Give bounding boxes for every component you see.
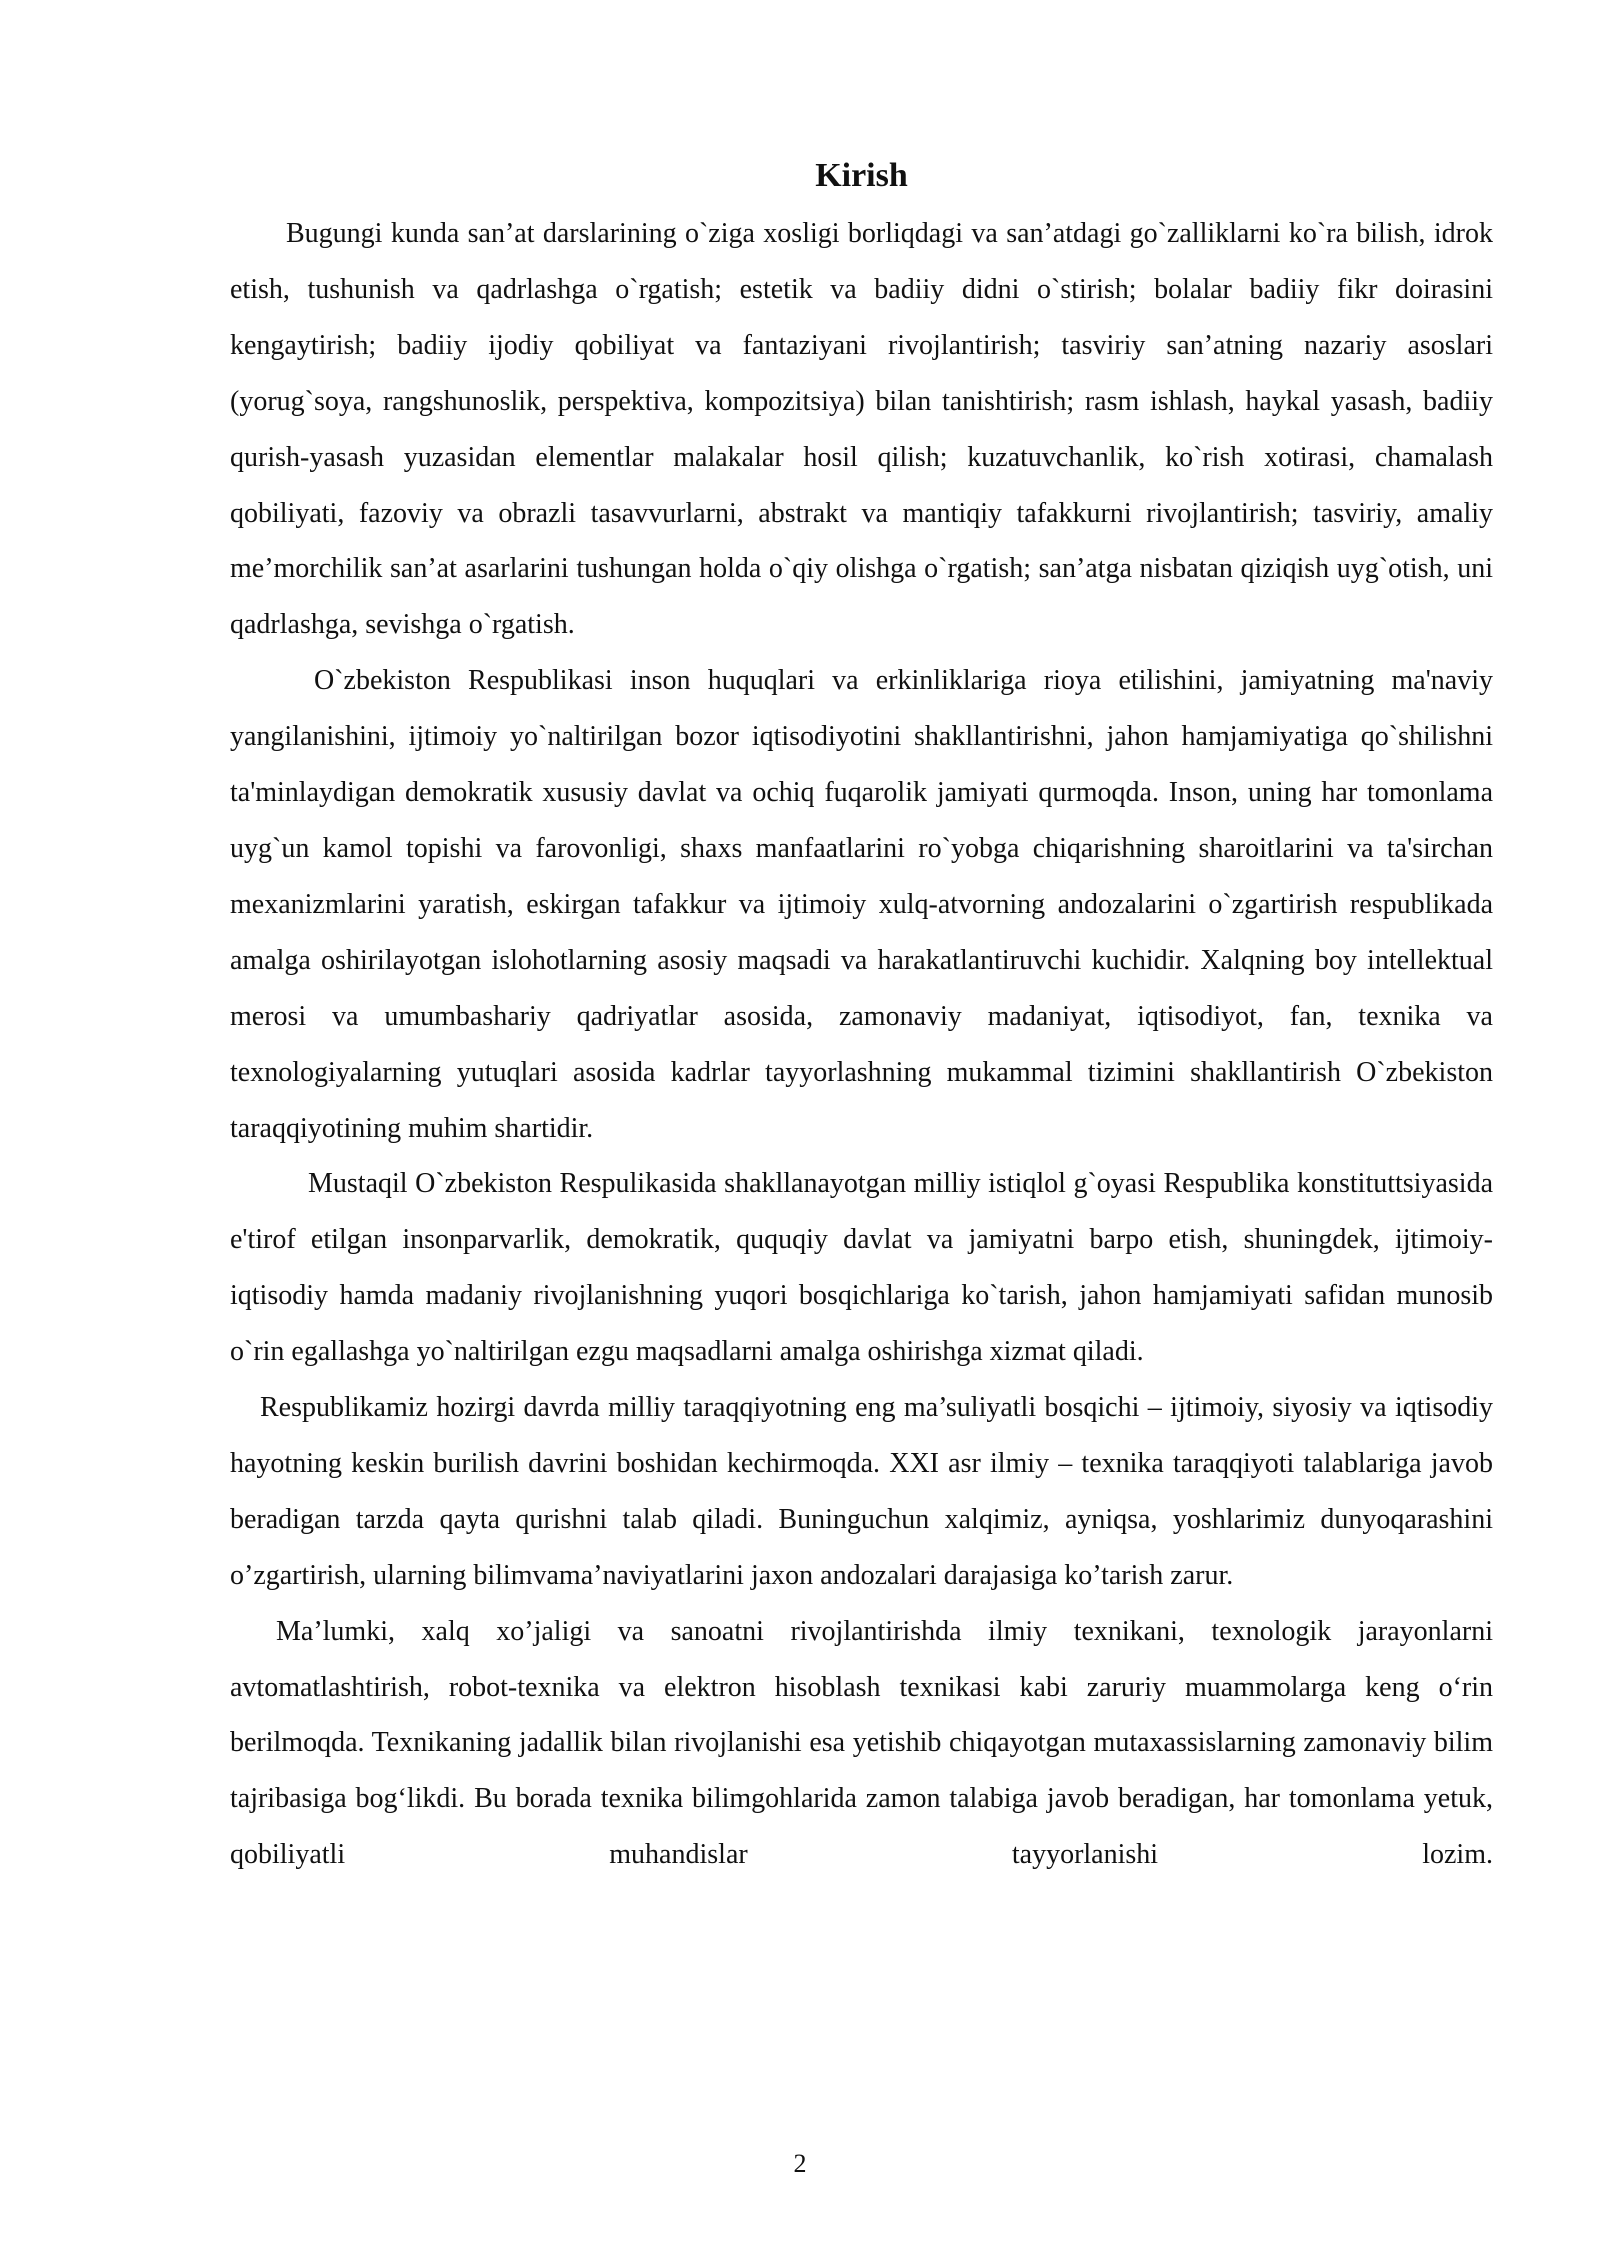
paragraph-3: Mustaqil O`zbekiston Respulikasida shakllanayotgan milliy istiqlol g`oyasi Respublika konstituttsiyasida e'tirof etilgan insonparvarlik, demokratik, ququqiy davlat va jamiyatni barpo etish, shuningdek, ijtimoiy-iqtisodiy hamda madaniy rivojlanishning yuqori bosqichlariga ko`tarish, jahon hamjamiyati safidan munosib o`rin egallashga yo`naltirilgan ezgu maqsadlarni amalga oshirishga xizmat qiladi.: [230, 1168, 1493, 1368]
paragraph-4: Respublikamiz hozirgi davrda milliy taraqqiyotning eng ma’suliyatli bosqichi – ijtimoiy, siyosiy va iqtisodiy hayotning keskin burilish davrini boshidan kechirmoqda. XXI asr ilmiy – texnika taraqqiyoti talablariga javob beradigan tarzda qayta qurishni talab qiladi. Buninguchun xalqimiz, ayniqsa, yoshlarimiz dunyoqarashini o’zgartirish, ularning bilimvama’naviyatlarini jaxon andozalari darajasiga ko’tarish zarur.: [230, 1392, 1493, 1591]
paragraph-2: O`zbekiston Respublikasi inson huquqlari va erkinliklariga rioya etilishini, jamiyatning ma'naviy yangilanishini, ijtimoiy yo`naltirilgan bozor iqtisodiyotini shakllantirishni, jahon hamjamiyatiga qo`shilishni ta'minlaydigan demokratik xususiy davlat va ochiq fuqarolik jamiyati qurmoqda. Inson, uning har tomonlama uyg`un kamol topishi va farovonligi, shaxs manfaatlarini ro`yobga chiqarishning sharoitlarini va ta'sirchan mexanizmlarini yaratish, eskirgan tafakkur va ijtimoiy xulq-atvorning andozalarini o`zgartirish respublikada amalga oshirilayotgan islohotlarning asosiy maqsadi va harakatlantiruvchi kuchidir. Xalqning boy intellektual merosi va umumbashariy qadriyatlar asosida, zamonaviy madaniyat, iqtisodiyot, fan, texnika va texnologiyalarning yutuqlari asosida kadrlar tayyorlashning mukammal tizimini shakllantirish O`zbekiston taraqqiyotining muhim shartidir.: [230, 665, 1493, 1144]
paragraph-1: Bugungi kunda san’at darslarining o`ziga xosligi borliqdagi va san’atdagi go`zalliklarni ko`ra bilish, idrok etish, tushunish va qadrlashga o`rgatish; estetik va badiiy didni o`stirish; bolalar badiiy fikr doirasini kengaytirish; badiiy ijodiy qobiliyat va fantaziyani rivojlantirish; tasviriy san’atning nazariy asoslari (yorug`soya, rangshunoslik, perspektiva, kompozitsiya) bilan tanishtirish; rasm ishlash, haykal yasash, badiiy qurish-yasash yuzasidan elementlar malakalar hosil qilish; kuzatuvchanlik, ko`rish xotirasi, chamalash qobiliyati, fazoviy va obrazli tasavvurlarni, abstrakt va mantiqiy tafakkurni rivojlantirish; tasviriy, amaliy me’morchilik san’at asarlarini tushungan holda o`qiy olishga o`rgatish; san’atga nisbatan qiziqish uyg`otish, uni qadrlashga, sevishga o`rgatish.: [230, 218, 1493, 641]
page-number: 2: [793, 2149, 807, 2178]
paragraph-5: Ma’lumki, xalq xo’jaligi va sanoatni rivojlantirishda ilmiy texnikani, texnologik jarayonlarni avtomatlashtirish, robot-texnika va elektron hisoblash texnikasi kabi zaruriy muammolarga keng o‘rin berilmoqda. Texnikaning jadallik bilan rivojlanishi esa yetishib chiqayotgan mutaxassislarning zamonaviy bilim tajribasiga bog‘likdi. Bu borada texnika bilimgohlarida zamon talabiga javob beradigan, har tomonlama yetuk, qobiliyatli muhandislar tayyorlanishi lozim.: [230, 1615, 1493, 1871]
page-title: Kirish: [815, 157, 908, 194]
document-body: [230, 148, 1493, 1883]
